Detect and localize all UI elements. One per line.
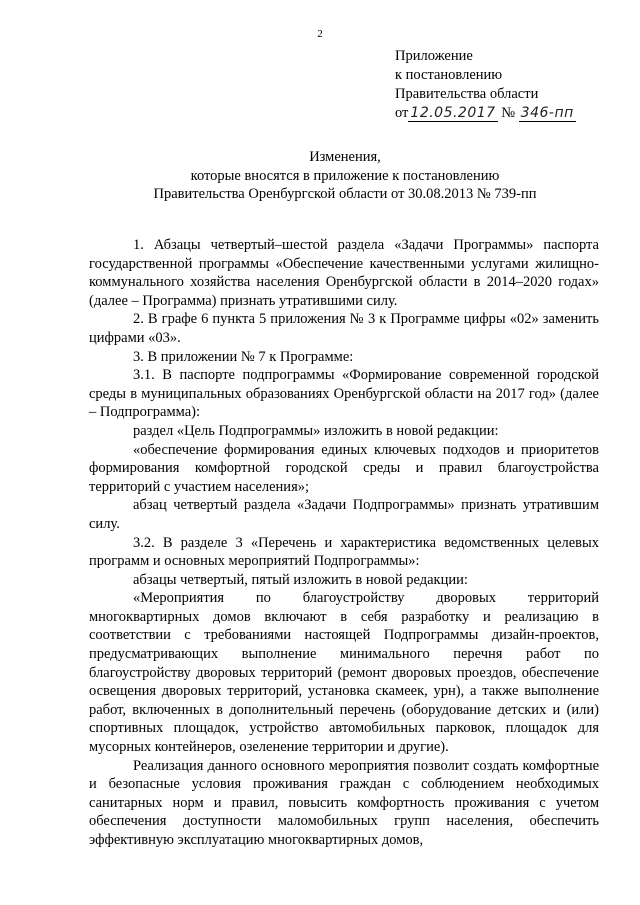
paragraph: Реализация данного основного мероприятия позволит создать комфортные и безопасные условия проживания граждан с соблюдением необходимых санитарных норм и правил, повысить комфортность проживания с учетом обеспечения доступности маломобильных групп населения, обеспечить эффективную эксплуатацию многоквартирных домов,: [89, 757, 599, 848]
paragraph: раздел «Цель Подпрограммы» изложить в новой редакции:: [133, 422, 499, 439]
paragraph: 3.2. В разделе 3 «Перечень и характеристика ведомственных целевых программ и основных мероприятий Подпрограммы»:: [89, 534, 599, 570]
paragraph: абзац четвертый раздела «Задачи Подпрограммы» признать утратившим силу.: [89, 497, 599, 532]
paragraph: 2. В графе 6 пункта 5 приложения № 3 к Программе цифры «02» заменить цифрами «03».: [89, 311, 599, 346]
paragraph: «Мероприятия по благоустройству дворовых территорий многоквартирных домов включают в себя разработку и реализацию в соответствии с требованиями настоящей Подпрограммы дизайн-проектов, предусматривающих выполнение минимального перечня работ по благоустройству дворовых территорий (ремонт дворовых проездов, обеспечение освещения дворовых территорий, установка скамеек, урн), а также выполнение работ, включенных в дополнительный перечень (оборудование детских и (или) спортивных площадок, устройство автомобильных парковок, площадок для мусорных контейнеров, озеленение территории и другие).: [89, 590, 599, 756]
appendix-date-line: [395, 104, 576, 123]
heading-line-3: Правительства Оренбургской области от 30.08.2013 № 739-пп: [153, 186, 537, 202]
handwritten-date: 12.05.2017: [410, 105, 496, 121]
page-number: 2: [317, 28, 323, 40]
paragraph: 3.1. В паспорте подпрограммы «Формирование современной городской среды в муниципальных образованиях Оренбургской области на 2017 год» (далее – Подпрограмма):: [89, 367, 599, 421]
paragraph: «обеспечение формирования единых ключевых подходов и приоритетов формирования комфортной городской среды и правил благоустройства территорий с участием населения»;: [89, 441, 599, 495]
paragraph: 1. Абзацы четвертый–шестой раздела «Задачи Программы» паспорта государственной программы «Обеспечение качественными услугами жилищно-коммунального хозяйства населения Оренбургской области в 2014–2020 годах» (далее – Программа) признать утратившими силу.: [89, 237, 599, 309]
appendix-line-1: Приложение: [395, 48, 473, 64]
appendix-line-3: Правительства области: [395, 86, 539, 102]
heading-line-1: Изменения,: [309, 149, 381, 165]
paragraph: абзацы четвертый, пятый изложить в новой редакции:: [133, 571, 468, 588]
appendix-line-2: к постановлению: [395, 67, 503, 83]
paragraph: 3. В приложении № 7 к Программе:: [133, 348, 354, 365]
appendix-block: [395, 47, 576, 123]
number-prefix: №: [501, 105, 516, 121]
document-heading: [90, 148, 600, 204]
document-body: [89, 236, 599, 850]
from-prefix: от: [395, 105, 409, 121]
handwritten-number: 346-пп: [520, 105, 574, 121]
heading-line-2: которые вносятся в приложение к постановлению: [190, 167, 500, 184]
